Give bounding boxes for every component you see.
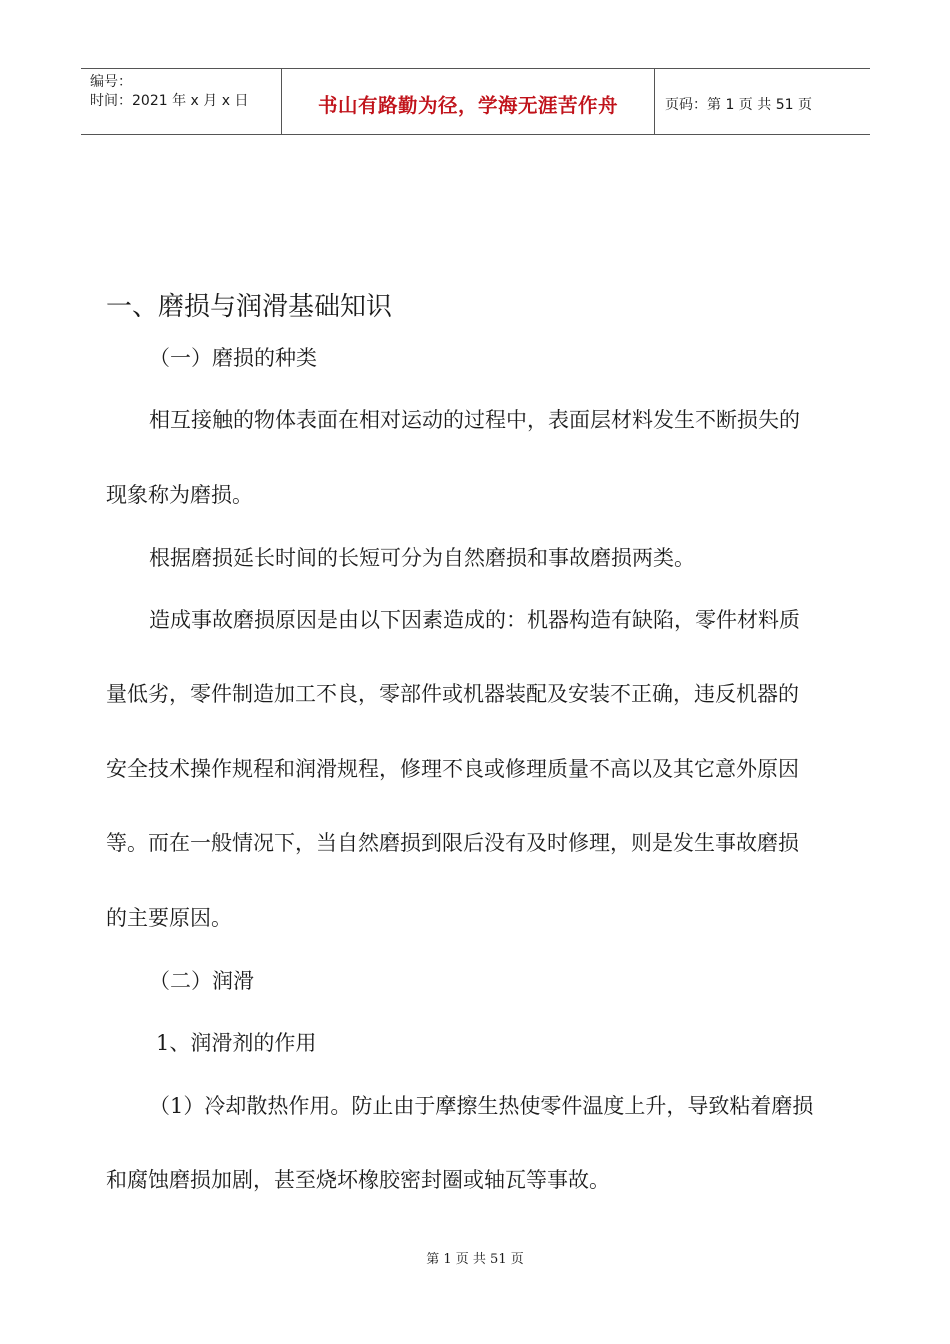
subheading-lubrication: （二）润滑	[149, 969, 254, 993]
document-header	[81, 68, 870, 135]
paragraph-line: 相互接触的物体表面在相对运动的过程中，表面层材料发生不断损失的	[149, 408, 800, 432]
serial-number-label: 编号：	[90, 74, 132, 90]
paragraph-line: 造成事故磨损原因是由以下因素造成的：机器构造有缺陷，零件材料质	[149, 608, 800, 632]
paragraph-line: （1）冷却散热作用。防止由于摩擦生热使零件温度上升，导致粘着磨损	[149, 1094, 814, 1118]
paragraph-line: 的主要原因。	[106, 906, 232, 930]
header-page-info: 页码：第 1 页 共 51 页	[665, 96, 812, 113]
paragraph-line: 和腐蚀磨损加剧，甚至烧坏橡胶密封圈或轴瓦等事故。	[106, 1168, 610, 1192]
paragraph-line: 等。而在一般情况下，当自然磨损到限后没有及时修理，则是发生事故磨损	[106, 831, 799, 855]
paragraph-line: 量低劣，零件制造加工不良，零部件或机器装配及安装不正确，违反机器的	[106, 682, 799, 706]
paragraph-line: 现象称为磨损。	[106, 483, 253, 507]
subheading-lubricant-function: 1、润滑剂的作用	[156, 1031, 317, 1055]
header-motto: 书山有路勤为径，学海无涯苦作舟	[282, 69, 655, 134]
paragraph-line: 根据磨损延长时间的长短可分为自然磨损和事故磨损两类。	[149, 546, 695, 570]
section-heading: 一、磨损与润滑基础知识	[106, 292, 393, 322]
page-footer: 第 1 页 共 51 页	[426, 1252, 524, 1267]
date-label: 时间：2021 年 x 月 x 日	[90, 93, 249, 109]
subheading-wear-types: （一）磨损的种类	[149, 346, 317, 370]
paragraph-line: 安全技术操作规程和润滑规程，修理不良或修理质量不高以及其它意外原因	[106, 757, 799, 781]
header-meta-cell	[81, 69, 282, 134]
